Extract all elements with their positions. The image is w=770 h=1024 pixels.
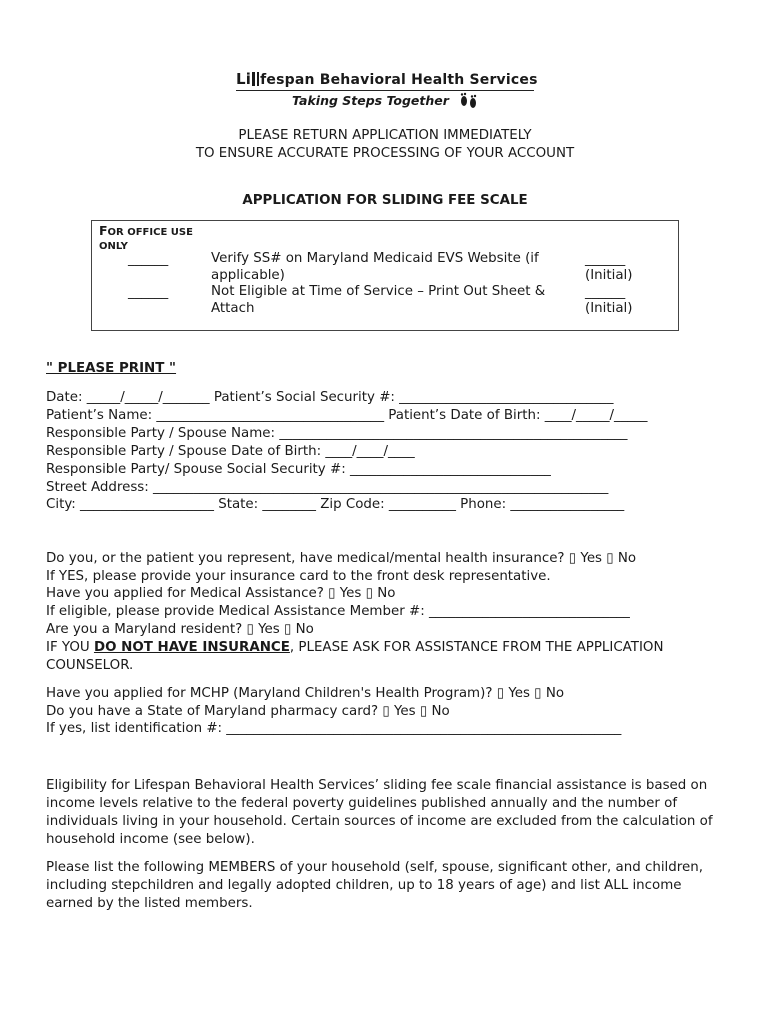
street-address-line[interactable]: Street Address: ____________________________________________________________________ <box>46 480 609 495</box>
insurance-card-note: If YES, please provide your insurance card to the front desk representative. <box>46 569 551 584</box>
verify-ss-blank[interactable]: ______ <box>128 252 169 267</box>
office-use-box <box>91 220 679 331</box>
household-members-paragraph: Please list the following MEMBERS of your household (self, spouse, significant other, and children, including stepchildren and legally adopted children, up to 18 years of age) and list ALL income earned by the listed members. <box>46 860 703 911</box>
responsible-party-name-line[interactable]: Responsible Party / Spouse Name: ____________________________________________________ <box>46 426 628 441</box>
verify-ss-text-a: Verify SS# on Maryland Medicaid EVS Website (if <box>211 251 539 266</box>
no-insurance-notice-line2: COUNSELOR. <box>46 658 134 673</box>
city-state-zip-phone-line[interactable]: City: ____________________ State: ________ Zip Code: __________ Phone: _________________ <box>46 497 625 512</box>
return-notice-line1: PLEASE RETURN APPLICATION IMMEDIATELY <box>238 128 532 143</box>
medical-assistance-question[interactable]: Have you applied for Medical Assistance? ▯ Yes ▯ No <box>46 586 396 601</box>
maryland-resident-question[interactable]: Are you a Maryland resident? ▯ Yes ▯ No <box>46 622 314 637</box>
office-use-label: FOR OFFICE USE ONLY <box>99 223 193 252</box>
date-ssn-line[interactable]: Date: _____/_____/_______ Patient’s Social Security #: ________________________________ <box>46 390 614 405</box>
return-notice-line2: TO ENSURE ACCURATE PROCESSING OF YOUR ACCOUNT <box>195 146 575 161</box>
pharmacy-card-question[interactable]: Do you have a State of Maryland pharmacy card? ▯ Yes ▯ No <box>46 704 450 719</box>
verify-ss-initial-blank[interactable]: ______ <box>585 252 626 267</box>
mchp-question[interactable]: Have you applied for MCHP (Maryland Children's Health Program)? ▯ Yes ▯ No <box>46 686 565 701</box>
verify-ss-text-b: applicable) <box>211 268 285 283</box>
eligibility-paragraph: Eligibility for Lifespan Behavioral Health Services’ sliding fee scale financial assistance is based on income levels relative to the federal poverty guidelines published annually and the number of individuals living in your household. Certain sources of income are excluded from the calculation of household income (see below). <box>46 778 713 847</box>
patient-name-dob-line[interactable]: Patient’s Name: __________________________________ Patient’s Date of Birth: ____/_____/_____ <box>46 408 648 423</box>
responsible-party-dob-line[interactable]: Responsible Party / Spouse Date of Birth: ____/____/____ <box>46 444 415 459</box>
logo-divider <box>236 90 534 91</box>
identification-number-line[interactable]: If yes, list identification #: ___________________________________________________________ <box>46 721 622 736</box>
insurance-question[interactable]: Do you, or the patient you represent, have medical/mental health insurance? ▯ Yes ▯ No <box>46 551 637 566</box>
verify-ss-initial-label: (Initial) <box>585 268 633 283</box>
page-title: APPLICATION FOR SLIDING FEE SCALE <box>242 193 528 208</box>
not-eligible-initial-label: (Initial) <box>585 301 633 316</box>
not-eligible-initial-blank[interactable]: ______ <box>585 285 626 300</box>
logo-tagline: Taking Steps Together <box>292 93 449 108</box>
organization-logo <box>236 66 538 114</box>
logo-figure-icon <box>252 72 259 86</box>
footprints-icon <box>458 92 480 114</box>
no-insurance-notice: IF YOU DO NOT HAVE INSURANCE, PLEASE ASK FOR ASSISTANCE FROM THE APPLICATION <box>46 640 664 655</box>
please-print-heading: " PLEASE PRINT " <box>46 361 177 376</box>
medical-assistance-member-line[interactable]: If eligible, please provide Medical Assistance Member #: ______________________________ <box>46 604 630 619</box>
not-eligible-text-b: Attach <box>211 301 255 316</box>
responsible-party-ssn-line[interactable]: Responsible Party/ Spouse Social Security #: ______________________________ <box>46 462 551 477</box>
logo-name: Li fespan Behavioral Health Services <box>236 70 538 88</box>
not-eligible-blank[interactable]: ______ <box>128 285 169 300</box>
not-eligible-text-a: Not Eligible at Time of Service – Print Out Sheet & <box>211 284 546 299</box>
